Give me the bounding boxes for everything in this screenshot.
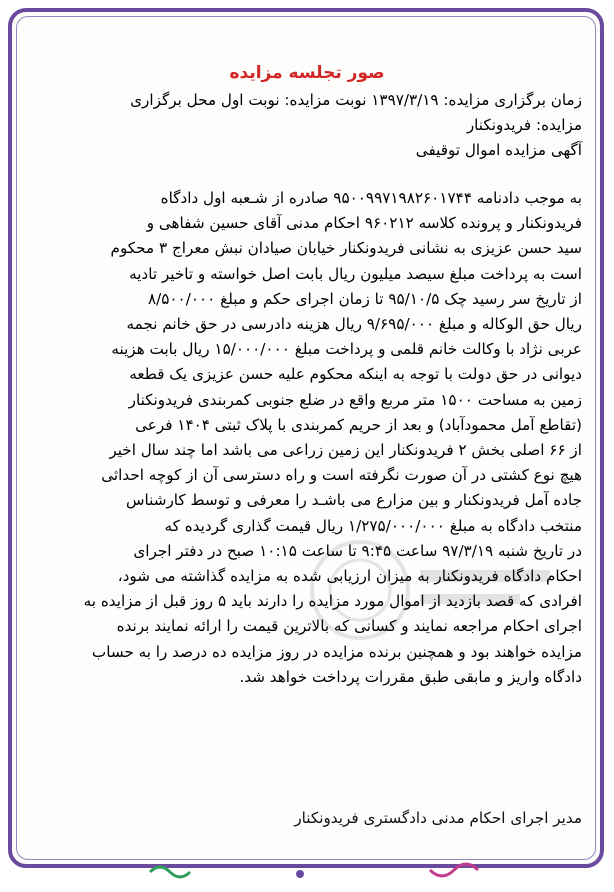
ad-signature: مدیر اجرای احکام مدنی دادگستری فریدونکنار [294,809,582,827]
body-line: افرادی که قصد بازدید از اموال مورد مزایده را دارند باید ۵ روز قبل از مزایده به [83,592,582,611]
body-line: به موجب دادنامه ۹۵۰۰۹۹۷۱۹۸۲۶۰۱۷۴۴ صادره از شـعبه اول دادگاه [160,189,582,207]
body-line: اجرای احکام مراجعه نمایند و کسانی که بالاترین قیمت را ارائه نمایند برنده [116,617,582,636]
body-line: زمین به مساحت ۱۵۰۰ متر مربع واقع در ضلع جنوبی کمربندی فریدونکنار [128,390,582,409]
body-line: سید حسن عزیزی به نشانی فریدونکنار خیابان صیادان نبش معراج ۳ محکوم [110,239,582,258]
body-line: جاده آمل فریدونکنار و بین مزارع می باشـد را معرفی و توسط کارشناس [125,491,582,510]
body-line: (تقاطع آمل محمودآباد) و بعد از حریم کمربندی با پلاک ثبتی ۱۴۰۴ فرعی [135,415,582,434]
body-line: دادگاه واریز و مابقی طبق مقررات پرداخت خواهد شد. [239,667,582,686]
body-line: منتخب دادگاه به مبلغ ۱/۲۷۵/۰۰۰/۰۰۰ ریال قیمت گذاری گردیده که [164,516,582,535]
ad-header [34,88,582,164]
body-line: از ۶۶ اصلی بخش ۲ فریدونکنار این زمین زراعی می باشد اما چند سال اخیر [109,441,582,460]
body-line: است به پرداخت مبلغ سیصد میلیون ریال بابت اصل خواسته و تاخیر تادیه [129,264,582,283]
header-line: آگهی مزایده اموال توقیفی [415,141,582,160]
body-line: ریال حق الوکاله و مبلغ ۹/۶۹۵/۰۰۰ ریال هزینه دادرسی در حق خانم نجمه [126,315,582,334]
body-line: مزایده خواهند بود و همچنین برنده مزایده در روز مزایده ده درصد را به حساب [91,642,582,661]
body-line: عربی نژاد با وکالت خانم قلمی و پرداخت مبلغ ۱۵/۰۰۰/۰۰۰ ریال بابت هزینه [111,340,582,359]
header-line: زمان برگزاری مزایده: ۱۳۹۷/۳/۱۹ نوبت مزایده: نوبت اول محل برگزاری [130,91,582,109]
body-line: احکام دادگاه فریدونکنار به میزان ارزیابی شده به مزایده گذاشته می شود، [117,567,582,586]
ad-body [34,186,582,690]
body-line: دیوانی در حق دولت با توجه به اینکه محکوم علیه حسن عزیزی یک قطعه [129,365,582,384]
body-line: از تاریخ سر رسید چک ۹۵/۱۰/۵ تا زمان اجرای حکم و مبلغ ۸/۵۰۰/۰۰۰ [147,289,582,308]
body-line: فریدونکنار و پرونده کلاسه ۹۶۰۲۱۲ احکام مدنی آقای حسین شفاهی و [146,214,582,233]
ad-title: صور تجلسه مزایده [229,63,385,83]
body-line: در تاریخ شنبه ۹۷/۳/۱۹ ساعت ۹:۴۵ تا ساعت ۱۰:۱۵ صبح در دفتر اجرای [133,541,582,560]
bottom-decoration [0,860,614,892]
body-line: هیچ نوع کشتی در آن صورت نگرفته است و راه دسترسی آن از کوچه احداثی [101,466,582,485]
header-line: مزایده: فریدونکنار [466,116,582,135]
